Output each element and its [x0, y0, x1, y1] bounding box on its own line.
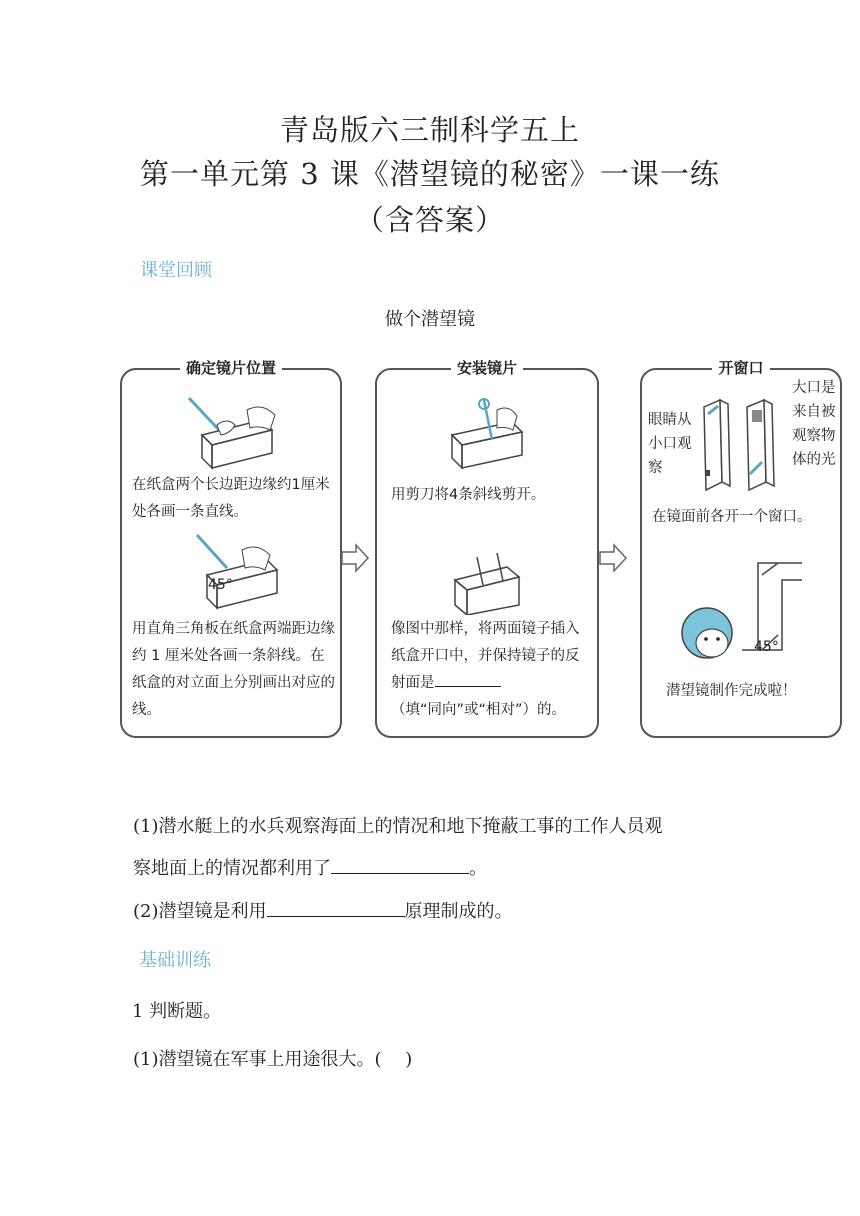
- panel-mirror-position: [120, 359, 342, 738]
- panel-3-right-note: 大口是来自被观察物体的光: [792, 380, 836, 468]
- angle-label-45: 45°: [208, 577, 233, 593]
- section-basic-training: 基础训练: [139, 950, 211, 971]
- scissors-figure: [442, 390, 542, 470]
- panel-2-text-2: [391, 616, 591, 724]
- panel-2-text-2b: （填“同向”或“相对”）的。: [391, 702, 567, 718]
- question-1-text: 察地面上的情况都利用了: [133, 858, 331, 879]
- periscope-user-figure: [662, 555, 832, 665]
- figure-caption: 做个潜望镜: [385, 309, 475, 330]
- answer-blank-q1[interactable]: [331, 855, 469, 874]
- panel-3-angle-label: 45°: [754, 639, 779, 655]
- panel-1-text-2: 用直角三角板在纸盒两端距边缘约 1 厘米处各画一条斜线。在纸盒的对立面上分别画出对应的线。: [132, 621, 335, 718]
- arrow-right-icon: [340, 543, 370, 573]
- question-2-text-b: 原理制成的。: [404, 901, 513, 922]
- panel-2-text-2a: 像图中那样，将两面镜子插入纸盒开口中，并保持镜子的反射面是: [391, 621, 580, 691]
- triangle-ruler-figure: [187, 530, 297, 610]
- title-line-2: 第一单元第 3 课《潜望镜的秘密》一课一练: [140, 157, 720, 191]
- section-review: 课堂回顾: [140, 260, 212, 281]
- panel-install-mirrors: [375, 359, 599, 738]
- title-line-1: 青岛版六三制科学五上: [279, 113, 580, 147]
- panel-2-title: 安装镜片: [451, 359, 523, 377]
- panel-3-left-note: 眼睛从小口观察: [648, 412, 692, 476]
- arrow-right-icon: [598, 543, 628, 573]
- panel-3-text-2: 潜望镜制作完成啦！: [666, 683, 797, 699]
- question-2: [133, 897, 513, 923]
- panel-3-text-1: 在镜面前各开一个窗口。: [652, 509, 812, 525]
- question-2-text-a: (2)潜望镜是利用: [133, 901, 267, 922]
- panel-1-title: 确定镜片位置: [180, 359, 282, 377]
- question-1-line-1: (1)潜水艇上的水兵观察海面上的情况和地下掩蔽工事的工作人员观: [133, 816, 663, 837]
- question-1-end: 。: [469, 858, 487, 879]
- mirror-box-figure: [447, 545, 537, 615]
- panel-open-windows: [640, 359, 842, 738]
- title-line-3: （含答案）: [354, 203, 505, 237]
- box-drawing-figure: [177, 390, 287, 470]
- judge-title: 1 判断题。: [132, 1001, 222, 1022]
- panel-2-text-1: 用剪刀将4条斜线剪开。: [391, 487, 546, 503]
- panel-3-title: 开窗口: [712, 359, 769, 377]
- answer-blank-q2[interactable]: [267, 898, 405, 917]
- judge-item-1: (1)潜望镜在军事上用途很大。( ): [133, 1049, 413, 1070]
- question-1-line-2: [133, 854, 487, 880]
- periscope-tubes-figure: [692, 392, 782, 502]
- answer-blank-mirror[interactable]: [435, 672, 501, 687]
- panel-1-text-1: 在纸盒两个长边距边缘约1厘米处各画一条直线。: [132, 477, 330, 520]
